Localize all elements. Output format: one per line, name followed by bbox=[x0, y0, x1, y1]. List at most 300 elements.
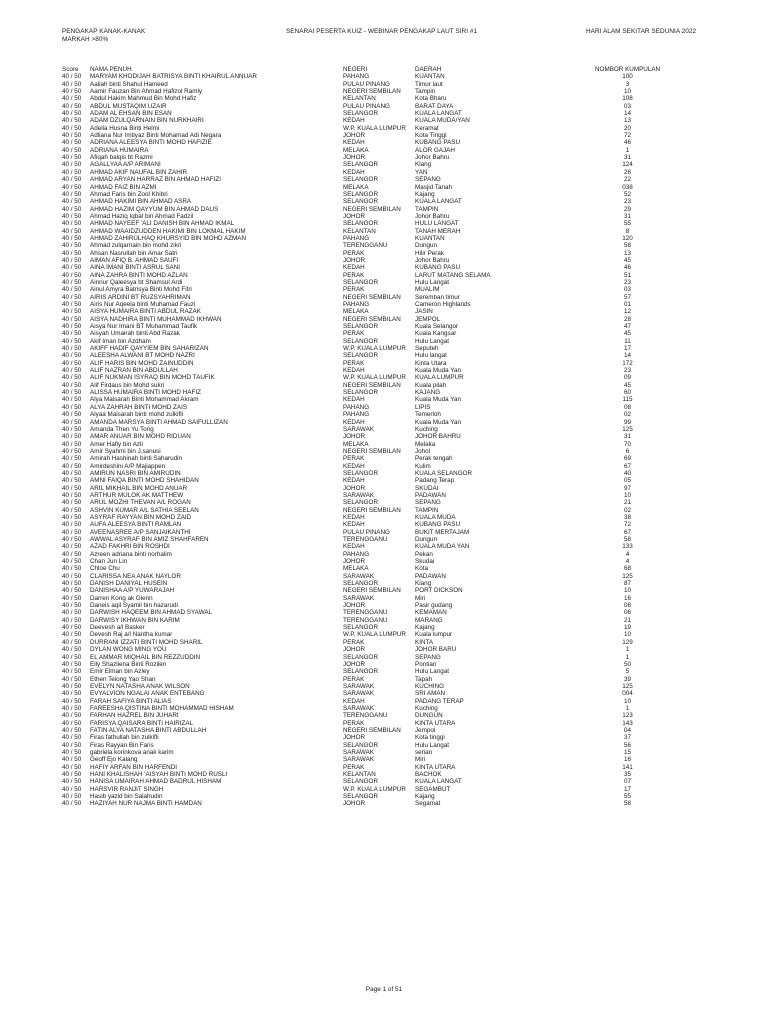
cell-nombor-kumpulan: 68 bbox=[624, 565, 632, 573]
cell-daerah: Kuala lumpur bbox=[415, 631, 453, 639]
cell-score: 40 / 50 bbox=[62, 73, 82, 81]
cell-nama-penuh: ADAM DZULQARNAIN BIN NURKHAIRI bbox=[90, 117, 204, 125]
cell-daerah: KUALA LANGAT bbox=[415, 110, 462, 118]
cell-negeri: W.P. KUALA LUMPUR bbox=[343, 124, 406, 132]
cell-score: 40 / 50 bbox=[62, 176, 82, 184]
cell-nombor-kumpulan: 108 bbox=[622, 95, 633, 103]
cell-score: 40 / 50 bbox=[62, 205, 82, 213]
cell-negeri: W.P. KUALA LUMPUR bbox=[343, 631, 406, 639]
cell-nombor-kumpulan: 01 bbox=[624, 301, 632, 308]
cell-nama-penuh: FAREESHA QISTINA BINTI MOHAMMAD HISHAM bbox=[90, 704, 234, 712]
cell-nama-penuh: AINA ZAHRA BINTI MOHD AZLAN bbox=[90, 271, 188, 279]
cell-score: 40 / 50 bbox=[62, 345, 82, 353]
cell-nama-penuh: AHMAD HAZIM QAYYUM BIN AHMAD DAUS bbox=[90, 205, 219, 213]
cell-nama-penuh: AISYA HUMAIRA BINTI ABDUL RAZAK bbox=[90, 308, 201, 316]
cell-score: 40 / 50 bbox=[62, 741, 82, 749]
cell-score: 40 / 50 bbox=[62, 389, 82, 397]
cell-nombor-kumpulan: 11 bbox=[624, 337, 631, 345]
cell-negeri: KEDAH bbox=[343, 462, 365, 470]
cell-daerah: Hilir Perak bbox=[415, 249, 445, 257]
cell-nama-penuh: Alyaa Maisarah binti mohd zulkifli bbox=[90, 411, 184, 419]
cell-nama-penuh: Daneis aqil Syamil bin hazarudi bbox=[90, 602, 178, 610]
table-row bbox=[62, 742, 660, 749]
cell-score: 40 / 50 bbox=[62, 411, 82, 419]
table-row bbox=[62, 404, 660, 411]
cell-daerah: Melaka bbox=[415, 440, 436, 448]
cell-nombor-kumpulan: 40 bbox=[624, 469, 632, 477]
cell-nombor-kumpulan: 45 bbox=[624, 381, 632, 389]
cell-daerah: YAN bbox=[415, 168, 428, 176]
cell-negeri: MELAKA bbox=[343, 565, 369, 573]
cell-nama-penuh: AZAD FAKHRI BIN ROSHDI bbox=[90, 543, 170, 551]
cell-daerah: Hulu Langat bbox=[415, 741, 449, 749]
cell-daerah: PORT DICKSON bbox=[415, 587, 463, 595]
cell-nombor-kumpulan: 4 bbox=[625, 550, 630, 558]
cell-negeri: PERAK bbox=[343, 271, 365, 279]
cell-nama-penuh: Amir Syahmi bin J.sanusi bbox=[90, 447, 161, 455]
cell-nombor-kumpulan: 16 bbox=[624, 594, 632, 602]
cell-nama-penuh: DURRANI IZZATI BINTI MOHD SHARIL bbox=[90, 638, 203, 646]
cell-daerah: LARUT MATANG SELAMA bbox=[415, 271, 491, 279]
cell-nombor-kumpulan: 3 bbox=[625, 80, 630, 88]
cell-nama-penuh: AHMAD AKIF NAUFAL BIN ZAHIR bbox=[90, 168, 188, 176]
cell-score: 40 / 50 bbox=[62, 323, 82, 331]
cell-negeri: NEGERI SEMBILAN bbox=[343, 726, 401, 734]
cell-nama-penuh: Amirdeshini A/P Majiappen bbox=[90, 462, 166, 470]
cell-score: 40 / 50 bbox=[62, 403, 82, 411]
cell-negeri: NEGERI SEMBILAN bbox=[343, 447, 401, 455]
cell-score: 40 / 50 bbox=[62, 712, 82, 720]
cell-score: 40 / 50 bbox=[62, 234, 82, 242]
cell-daerah: Kuching bbox=[415, 425, 438, 433]
document-title: SENARAI PESERTA KUIZ - WEBINAR PENGAKAP LAUT SIRI #1 bbox=[286, 28, 478, 35]
cell-daerah: Perak tengah bbox=[415, 455, 453, 463]
cell-daerah: Jempol bbox=[415, 726, 436, 734]
table-row bbox=[62, 294, 660, 301]
table-row bbox=[62, 81, 660, 88]
cell-daerah: Seputeh bbox=[415, 345, 439, 353]
cell-nombor-kumpulan: 129 bbox=[622, 638, 633, 646]
cell-nombor-kumpulan: 5 bbox=[625, 668, 630, 676]
cell-nama-penuh: DYLAN WONG MING YOU bbox=[90, 646, 167, 654]
cell-nama-penuh: Alif Firdaus bin Mohd sukri bbox=[90, 381, 165, 389]
cell-nama-penuh: Airis Nur Aqeela binti Muhamad Fauzi bbox=[90, 301, 196, 308]
cell-nombor-kumpulan: 133 bbox=[622, 543, 633, 551]
col-header-nama-penuh: NAMA PENUH bbox=[90, 66, 132, 73]
cell-daerah: Pekan bbox=[415, 550, 433, 558]
cell-nama-penuh: ADRIANA HUMAIRA bbox=[90, 146, 149, 154]
table-row bbox=[62, 712, 660, 719]
cell-daerah: Kuala Muda Yan bbox=[415, 367, 461, 375]
cell-score: 40 / 50 bbox=[62, 756, 82, 764]
cell-daerah: KINTA UTARA bbox=[415, 719, 456, 727]
table-row bbox=[62, 419, 660, 426]
cell-daerah: Kuala Muda Yan bbox=[415, 418, 461, 426]
cell-score: 40 / 50 bbox=[62, 132, 82, 140]
cell-nombor-kumpulan: 1 bbox=[625, 704, 630, 712]
cell-score: 40 / 50 bbox=[62, 227, 82, 235]
table-row bbox=[62, 103, 660, 110]
cell-score: 40 / 50 bbox=[62, 330, 82, 338]
cell-nombor-kumpulan: 55 bbox=[624, 220, 632, 228]
cell-daerah: Kulim bbox=[415, 462, 431, 470]
table-row bbox=[62, 698, 660, 705]
cell-daerah: TANAH MERAH bbox=[415, 227, 461, 235]
table-row bbox=[62, 448, 660, 455]
cell-score: 40 / 50 bbox=[62, 484, 82, 492]
cell-daerah: Johor Bahru bbox=[415, 154, 450, 162]
cell-nama-penuh: Adelia Husna Binti Helmi bbox=[90, 124, 160, 132]
cell-score: 40 / 50 bbox=[62, 168, 82, 176]
cell-nombor-kumpulan: 20 bbox=[624, 124, 632, 132]
cell-negeri: KEDAH bbox=[343, 418, 365, 426]
cell-negeri: MELAKA bbox=[343, 146, 369, 154]
cell-nama-penuh: AMNI FAIQA BINTI MOHD SHAHIDAN bbox=[90, 477, 199, 485]
cell-score: 40 / 50 bbox=[62, 315, 82, 323]
cell-nama-penuh: ALIF HARIS BIN MOHD ZAINUDDIN bbox=[90, 359, 194, 367]
cell-nama-penuh: AISYA NADHIRA BINTI MUHAMMAD IKHWAN bbox=[90, 315, 222, 323]
cell-negeri: SELANGOR bbox=[343, 161, 378, 169]
cell-nombor-kumpulan: 13 bbox=[624, 249, 632, 257]
cell-nama-penuh: FARISYA QAISARA BINTI HAIRIZAL bbox=[90, 719, 194, 727]
cell-score: 40 / 50 bbox=[62, 139, 82, 147]
cell-daerah: Kajang bbox=[415, 624, 435, 632]
cell-score: 40 / 50 bbox=[62, 271, 82, 279]
cell-nama-penuh: HARSVIR RANJIT SINGH bbox=[90, 785, 164, 793]
cell-nama-penuh: DANISH DANIYAL HUSEIN bbox=[90, 580, 168, 588]
cell-negeri: SELANGOR bbox=[343, 653, 378, 661]
cell-nama-penuh: AHMAD FAIZ BIN AZMI bbox=[90, 183, 157, 191]
cell-daerah: Kota tinggi bbox=[415, 734, 445, 742]
table-row bbox=[62, 507, 660, 514]
table-row bbox=[62, 147, 660, 154]
table-row bbox=[62, 323, 660, 330]
cell-negeri: PERAK bbox=[343, 638, 365, 646]
cell-negeri: PAHANG bbox=[343, 234, 370, 242]
cell-daerah: Temerloh bbox=[415, 411, 441, 419]
table-body bbox=[62, 73, 660, 807]
cell-negeri: KEDAH bbox=[343, 513, 365, 521]
table-row bbox=[62, 529, 660, 536]
cell-nombor-kumpulan: 14 bbox=[624, 352, 632, 360]
table-row bbox=[62, 345, 660, 352]
cell-score: 40 / 50 bbox=[62, 183, 82, 191]
cell-score: 40 / 50 bbox=[62, 499, 82, 507]
cell-nama-penuh: EVYALVION NGALAI ANAK ENTEBANG bbox=[90, 690, 205, 698]
cell-nombor-kumpulan: 67 bbox=[624, 528, 632, 536]
cell-negeri: SELANGOR bbox=[343, 352, 378, 360]
cell-score: 40 / 50 bbox=[62, 690, 82, 698]
cell-daerah: Seremban timur bbox=[415, 293, 460, 301]
cell-negeri: PAHANG bbox=[343, 301, 370, 308]
cell-negeri: SELANGOR bbox=[343, 499, 378, 507]
cell-daerah: Johor Bahru bbox=[415, 256, 450, 264]
cell-nombor-kumpulan: 21 bbox=[624, 616, 632, 624]
table-row bbox=[62, 558, 660, 565]
cell-nombor-kumpulan: 45 bbox=[624, 256, 632, 264]
cell-daerah: Kuala Selangor bbox=[415, 323, 459, 331]
cell-score: 40 / 50 bbox=[62, 587, 82, 595]
table-row bbox=[62, 396, 660, 403]
cell-score: 40 / 50 bbox=[62, 609, 82, 617]
cell-daerah: Johol bbox=[415, 447, 431, 455]
cell-nombor-kumpulan: 21 bbox=[624, 499, 632, 507]
cell-nombor-kumpulan: 87 bbox=[624, 580, 632, 588]
cell-nama-penuh: ARTHUR MULOK AK MATTHEW bbox=[90, 491, 184, 499]
cell-daerah: KAJANG bbox=[415, 389, 441, 397]
cell-daerah: Keramat bbox=[415, 124, 439, 132]
cell-nama-penuh: MARYAM KHODIJAH BATRISYA BINTI KHAIRUL ANNUAR bbox=[90, 73, 257, 81]
cell-nombor-kumpulan: 46 bbox=[624, 139, 632, 147]
cell-nama-penuh: FARAH SAFIYA BINTI ALIAS bbox=[90, 697, 172, 705]
cell-nombor-kumpulan: 58 bbox=[624, 242, 632, 250]
col-header-score: Score bbox=[62, 66, 79, 73]
cell-score: 40 / 50 bbox=[62, 396, 82, 404]
markah-label: MARKAH >80% bbox=[62, 36, 109, 43]
cell-daerah: JOHOR BAHRU bbox=[415, 433, 461, 441]
cell-negeri: KEDAH bbox=[343, 139, 365, 147]
cell-daerah: BUKIT MERTAJAM bbox=[415, 528, 470, 536]
cell-daerah: Pontian bbox=[415, 660, 437, 668]
cell-score: 40 / 50 bbox=[62, 602, 82, 610]
cell-daerah: KUANTAN bbox=[415, 234, 445, 242]
cell-nama-penuh: Hasib yazid bin Salahudin bbox=[90, 793, 163, 801]
cell-nombor-kumpulan: 39 bbox=[624, 675, 632, 683]
cell-nombor-kumpulan: 28 bbox=[624, 315, 632, 323]
cell-negeri: SARAWAK bbox=[343, 748, 375, 756]
cell-daerah: Segamat bbox=[415, 800, 441, 808]
cell-negeri: MELAKA bbox=[343, 183, 369, 191]
cell-daerah: PADAWAN bbox=[415, 572, 446, 580]
cell-nombor-kumpulan: 31 bbox=[624, 154, 632, 162]
table-row bbox=[62, 389, 660, 396]
cell-nama-penuh: AINA IMANI BINTI ASRUL SANI bbox=[90, 264, 181, 272]
cell-daerah: KEMAMAN bbox=[415, 609, 447, 617]
table-row bbox=[62, 110, 660, 117]
cell-score: 40 / 50 bbox=[62, 521, 82, 529]
cell-negeri: W.P. KUALA LUMPUR bbox=[343, 345, 406, 353]
cell-daerah: KUALA LUMPUR bbox=[415, 374, 464, 382]
cell-nombor-kumpulan: 004 bbox=[622, 690, 633, 698]
cell-negeri: KELANTAN bbox=[343, 227, 376, 235]
cell-score: 40 / 50 bbox=[62, 80, 82, 88]
cell-nama-penuh: ALIF NUKMAN ISYRAQ BIN MOHD TAUFIK bbox=[90, 374, 215, 382]
table-row bbox=[62, 257, 660, 264]
cell-score: 40 / 50 bbox=[62, 88, 82, 96]
table-row bbox=[62, 580, 660, 587]
cell-daerah: KUALA MUDA/YAN bbox=[415, 117, 470, 125]
cell-negeri: SARAWAK bbox=[343, 682, 375, 690]
cell-score: 40 / 50 bbox=[62, 543, 82, 551]
table-row bbox=[62, 756, 660, 763]
cell-negeri: JOHOR bbox=[343, 433, 366, 441]
cell-daerah: KUALA LANGAT bbox=[415, 198, 462, 206]
cell-nombor-kumpulan: 60 bbox=[624, 389, 632, 397]
cell-daerah: SKUDAI bbox=[415, 484, 439, 492]
cell-nama-penuh: FATIN ALYA NATASHA BINTI ABDULLAH bbox=[90, 726, 207, 734]
cell-nombor-kumpulan: 125 bbox=[622, 682, 633, 690]
cell-daerah: Kuching bbox=[415, 704, 438, 712]
cell-nama-penuh: FARHAN HAZREL BIN JUHARI bbox=[90, 712, 179, 720]
cell-nama-penuh: Amer Hafiy bin Azli bbox=[90, 440, 143, 448]
cell-daerah: HULU LANGAT bbox=[415, 220, 459, 228]
cell-score: 40 / 50 bbox=[62, 102, 82, 110]
cell-score: 40 / 50 bbox=[62, 594, 82, 602]
table-row bbox=[62, 360, 660, 367]
cell-negeri: MELAKA bbox=[343, 440, 369, 448]
cell-nama-penuh: ALYA ZAHRAH BINTI MOHD ZAIS bbox=[90, 403, 188, 411]
cell-nombor-kumpulan: 57 bbox=[624, 293, 632, 301]
cell-negeri: NEGERI SEMBILAN bbox=[343, 293, 401, 301]
cell-daerah: KUBANG PASU bbox=[415, 139, 461, 147]
cell-daerah: PADAWAN bbox=[415, 491, 446, 499]
cell-nombor-kumpulan: 31 bbox=[624, 212, 632, 220]
table-row bbox=[62, 543, 660, 550]
table-row bbox=[62, 639, 660, 646]
cell-daerah: Kinta Utara bbox=[415, 359, 447, 367]
cell-negeri: KEDAH bbox=[343, 521, 365, 529]
page-number: Page 1 of 51 bbox=[365, 986, 403, 993]
cell-nombor-kumpulan: 35 bbox=[624, 771, 632, 778]
cell-nama-penuh: AHMAD HAKIMI BIN AHMAD ASRA bbox=[90, 198, 192, 206]
cell-nombor-kumpulan: 45 bbox=[624, 330, 632, 338]
cell-nama-penuh: gabriela korinkova anak karim bbox=[90, 748, 174, 756]
cell-nama-penuh: Aaliah binti Shahul Hameed bbox=[90, 80, 168, 88]
cell-negeri: PERAK bbox=[343, 249, 365, 257]
cell-score: 40 / 50 bbox=[62, 440, 82, 448]
cell-score: 40 / 50 bbox=[62, 550, 82, 558]
cell-nama-penuh: Aisya Nur Imani BT Muhammad Taufik bbox=[90, 323, 198, 331]
table-row bbox=[62, 778, 660, 785]
cell-nombor-kumpulan: 46 bbox=[624, 264, 632, 272]
cell-score: 40 / 50 bbox=[62, 491, 82, 499]
cell-daerah: KUANTAN bbox=[415, 73, 445, 81]
table-row bbox=[62, 661, 660, 668]
table-row bbox=[62, 426, 660, 433]
cell-score: 40 / 50 bbox=[62, 800, 82, 808]
cell-nombor-kumpulan: 14 bbox=[624, 110, 632, 118]
cell-score: 40 / 50 bbox=[62, 95, 82, 103]
cell-nombor-kumpulan: 115 bbox=[622, 396, 633, 404]
cell-nombor-kumpulan: 124 bbox=[622, 161, 633, 169]
cell-nama-penuh: Devesh Raj a/l Nantha kumar bbox=[90, 631, 173, 639]
cell-nombor-kumpulan: 10 bbox=[624, 587, 632, 595]
cell-negeri: NEGERI SEMBILAN bbox=[343, 587, 401, 595]
cell-negeri: JOHOR bbox=[343, 734, 366, 742]
cell-nama-penuh: AMIRUN NASRI BIN AMIRUDIN bbox=[90, 469, 181, 477]
cell-nombor-kumpulan: 31 bbox=[624, 433, 632, 441]
cell-score: 40 / 50 bbox=[62, 447, 82, 455]
cell-score: 40 / 50 bbox=[62, 726, 82, 734]
cell-score: 40 / 50 bbox=[62, 308, 82, 316]
cell-nombor-kumpulan: 123 bbox=[622, 712, 633, 720]
cell-negeri: PERAK bbox=[343, 719, 365, 727]
cell-nama-penuh: AHMAD ZAHIRULHAQ KHURSYID BIN MOHD AZMAN bbox=[90, 234, 247, 242]
cell-negeri: SELANGOR bbox=[343, 389, 378, 397]
cell-daerah: Hulu Langat bbox=[415, 278, 449, 286]
cell-daerah: SEPANG bbox=[415, 499, 441, 507]
cell-daerah: Johor Bahru bbox=[415, 212, 450, 220]
cell-score: 40 / 50 bbox=[62, 793, 82, 801]
cell-nombor-kumpulan: 50 bbox=[624, 660, 632, 668]
table-row bbox=[62, 382, 660, 389]
cell-daerah: Kota Bharu bbox=[415, 95, 447, 103]
cell-score: 40 / 50 bbox=[62, 719, 82, 727]
cell-nama-penuh: DANISHAA A/P YUWARAJAH bbox=[90, 587, 175, 595]
cell-nombor-kumpulan: 12 bbox=[624, 308, 632, 316]
cell-nombor-kumpulan: 02 bbox=[624, 506, 632, 514]
table-row bbox=[62, 374, 660, 381]
cell-negeri: JOHOR bbox=[343, 484, 366, 492]
cell-nombor-kumpulan: 67 bbox=[624, 462, 632, 470]
cell-nombor-kumpulan: 17 bbox=[624, 785, 632, 793]
table-row bbox=[62, 485, 660, 492]
cell-score: 40 / 50 bbox=[62, 190, 82, 198]
cell-nombor-kumpulan: 19 bbox=[624, 624, 632, 632]
cell-daerah: Kuala Kangsar bbox=[415, 330, 457, 338]
cell-negeri: TERENGGANU bbox=[343, 712, 388, 720]
cell-score: 40 / 50 bbox=[62, 697, 82, 705]
cell-negeri: MELAKA bbox=[343, 308, 369, 316]
cell-nombor-kumpulan: 29 bbox=[624, 205, 632, 213]
cell-negeri: JOHOR bbox=[343, 154, 366, 162]
cell-negeri: JOHOR bbox=[343, 660, 366, 668]
cell-nombor-kumpulan: 1 bbox=[625, 653, 630, 661]
cell-nombor-kumpulan: 06 bbox=[624, 609, 632, 617]
cell-daerah: Skudai bbox=[415, 558, 435, 566]
table-row bbox=[62, 690, 660, 697]
cell-negeri: SARAWAK bbox=[343, 704, 375, 712]
cell-nombor-kumpulan: 55 bbox=[624, 793, 632, 801]
cell-negeri: SELANGOR bbox=[343, 110, 378, 118]
cell-nombor-kumpulan: 03 bbox=[624, 286, 632, 294]
cell-score: 40 / 50 bbox=[62, 682, 82, 690]
cell-nama-penuh: ASYRAF RAYYAN BIN MOHD ZAID bbox=[90, 513, 192, 521]
cell-negeri: SELANGOR bbox=[343, 190, 378, 198]
cell-score: 40 / 50 bbox=[62, 286, 82, 294]
cell-nama-penuh: AIRIS ARDINI BT RUZSYAHRIMAN bbox=[90, 293, 191, 301]
cell-daerah: MUALIM bbox=[415, 286, 440, 294]
cell-score: 40 / 50 bbox=[62, 249, 82, 257]
cell-nombor-kumpulan: 08 bbox=[624, 403, 632, 411]
cell-nama-penuh: HANI KHALISHAH 'AISYAH BINTI MOHD RUSLI bbox=[90, 771, 228, 778]
cell-negeri: SELANGOR bbox=[343, 668, 378, 676]
cell-score: 40 / 50 bbox=[62, 462, 82, 470]
cell-nama-penuh: Ethen Teiong Yao Shan bbox=[90, 675, 156, 683]
cell-nombor-kumpulan: 22 bbox=[624, 176, 632, 184]
cell-score: 40 / 50 bbox=[62, 242, 82, 250]
cell-daerah: Hulu langat bbox=[415, 352, 447, 360]
cell-nama-penuh: Ahmad Haziq Iqbal bin Ahmad Fadzil bbox=[90, 212, 194, 220]
cell-negeri: SELANGOR bbox=[343, 220, 378, 228]
cell-score: 40 / 50 bbox=[62, 565, 82, 573]
cell-nama-penuh: ASHVIN KUMAR A/L SATHIA SEELAN bbox=[90, 506, 199, 514]
table-row bbox=[62, 602, 660, 609]
cell-nama-penuh: AHMAD NAYEEF 'ALI DANISH BIN AHMAD IKMAL bbox=[90, 220, 235, 228]
cell-nama-penuh: Chan Jun Lin bbox=[90, 558, 128, 566]
cell-score: 40 / 50 bbox=[62, 374, 82, 382]
cell-negeri: SELANGOR bbox=[343, 624, 378, 632]
cell-nama-penuh: Afiqah balqis bt Razmi bbox=[90, 154, 153, 162]
cell-nama-penuh: Ainnur Qaleesya bt Shamsul Ardi bbox=[90, 278, 183, 286]
cell-daerah: KUALA MUDA YAN bbox=[415, 543, 470, 551]
cell-score: 40 / 50 bbox=[62, 293, 82, 301]
table-row bbox=[62, 228, 660, 235]
cell-score: 40 / 50 bbox=[62, 646, 82, 654]
cell-negeri: KEDAH bbox=[343, 168, 365, 176]
cell-score: 40 / 50 bbox=[62, 653, 82, 661]
cell-nama-penuh: Chloe Chu bbox=[90, 565, 120, 573]
